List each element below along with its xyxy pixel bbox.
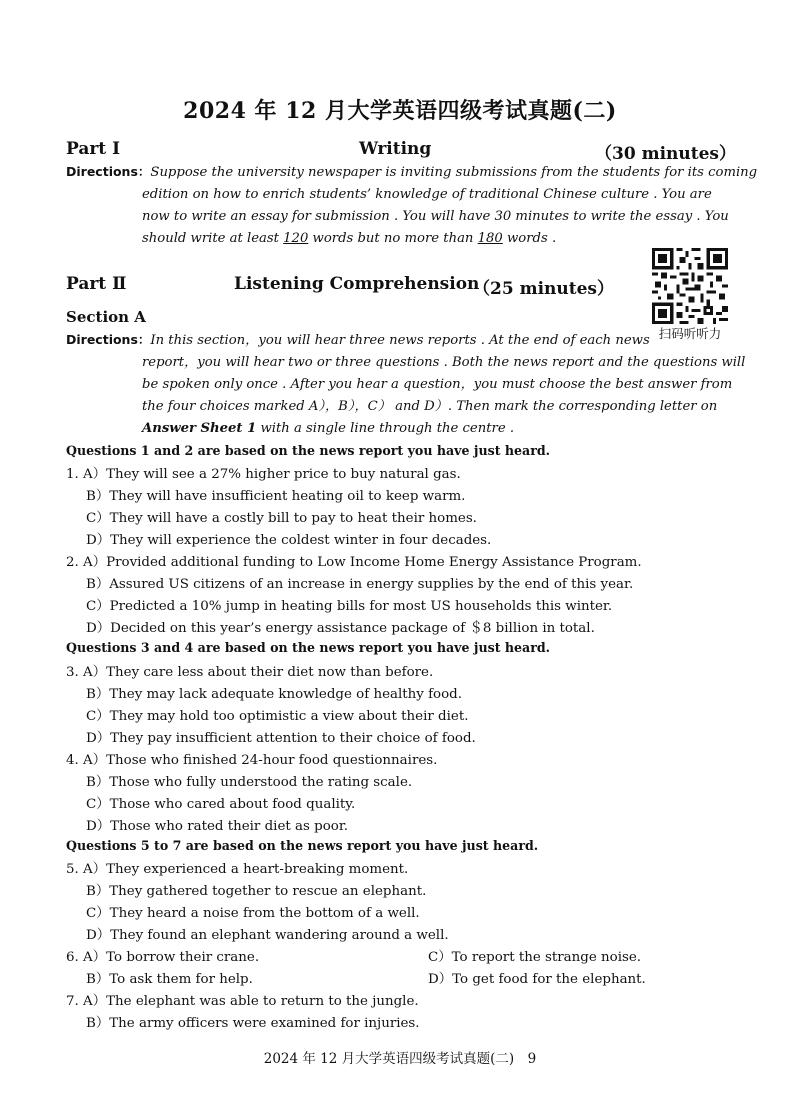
min-words: 120 bbox=[283, 231, 309, 246]
question-number: 3. bbox=[66, 665, 79, 680]
part-2-name: Listening Comprehension bbox=[234, 274, 480, 294]
question-3-option-a: 3. A）They care less about their diet now than before. bbox=[66, 665, 434, 680]
question-number: 4. bbox=[66, 753, 79, 768]
question-4-option-b: B）Those who fully understood the rating scale. bbox=[86, 775, 413, 790]
qr-code-icon[interactable] bbox=[652, 248, 728, 324]
directions-line: words but no more than bbox=[312, 231, 474, 246]
question-group-heading: Questions 1 and 2 are based on the news report you have just heard. bbox=[66, 443, 551, 458]
directions-line: In this section，you will hear three news reports . At the end of each news bbox=[150, 333, 650, 348]
directions-line: be spoken only once . After you hear a question，you must choose the best answer from bbox=[142, 377, 733, 392]
question-6-option-d: D）To get food for the elephant. bbox=[428, 972, 646, 987]
question-1-option-d: D）They will experience the coldest winter in four decades. bbox=[86, 533, 492, 548]
question-number: 1. bbox=[66, 467, 79, 482]
directions-line: Suppose the university newspaper is inviting submissions from the students for its coming bbox=[150, 165, 758, 180]
question-group-heading: Questions 5 to 7 are based on the news report you have just heard. bbox=[66, 838, 539, 853]
question-4-option-a: 4. A）Those who finished 24-hour food questionnaires. bbox=[66, 753, 438, 768]
part-1-time: （30 minutes） bbox=[595, 144, 736, 164]
question-3-option-c: C）They may hold too optimistic a view about their diet. bbox=[86, 709, 469, 724]
question-1-option-c: C）They will have a costly bill to pay to heat their homes. bbox=[86, 511, 477, 526]
part-2-label: Part Ⅱ bbox=[66, 274, 127, 294]
directions-line: words . bbox=[507, 231, 557, 246]
question-2-option-c: C）Predicted a 10% jump in heating bills for most US households this winter. bbox=[86, 599, 613, 614]
question-1-option-b: B）They will have insufficient heating oil to keep warm. bbox=[86, 489, 466, 504]
question-5-option-a: 5. A）They experienced a heart-breaking moment. bbox=[66, 862, 409, 877]
directions-line: with a single line through the centre . bbox=[260, 421, 515, 436]
section-a-heading: Section A bbox=[66, 308, 146, 326]
question-number: 2. bbox=[66, 555, 79, 570]
directions-line: report，you will hear two or three questions . Both the news report and the questions will bbox=[142, 355, 746, 370]
qr-caption: 扫码听听力 bbox=[658, 326, 722, 341]
question-6-option-b: B）To ask them for help. bbox=[86, 972, 253, 987]
part-2-time: （25 minutes） bbox=[473, 279, 614, 299]
part-1-label: Part Ⅰ bbox=[66, 139, 121, 159]
question-6-option-c: C）To report the strange noise. bbox=[428, 950, 642, 965]
directions-line: edition on how to enrich students’ knowledge of traditional Chinese culture . You are bbox=[142, 187, 712, 202]
question-2-option-b: B）Assured US citizens of an increase in energy supplies by the end of this year. bbox=[86, 577, 634, 592]
part-1-directions bbox=[66, 161, 758, 250]
question-6-option-a: 6. A）To borrow their crane. bbox=[66, 950, 260, 965]
answer-sheet-label: Answer Sheet 1 bbox=[142, 421, 257, 436]
question-5-option-d: D）They found an elephant wandering around a well. bbox=[86, 928, 449, 943]
question-2-option-d: D）Decided on this year’s energy assistance package of ＄8 billion in total. bbox=[86, 621, 595, 636]
directions-line: the four choices marked A），B），C） and D）. Then mark the corresponding letter on bbox=[142, 399, 718, 414]
question-number: 5. bbox=[66, 862, 79, 877]
question-4-option-c: C）Those who cared about food quality. bbox=[86, 797, 356, 812]
directions-line: now to write an essay for submission . You will have 30 minutes to write the essay . You bbox=[142, 209, 729, 224]
question-4-option-d: D）Those who rated their diet as poor. bbox=[86, 819, 348, 834]
question-number: 7. bbox=[66, 994, 79, 1009]
part-1-name: Writing bbox=[359, 139, 432, 159]
directions-line: should write at least bbox=[142, 231, 279, 246]
part-2-directions bbox=[66, 329, 746, 440]
question-number: 6. bbox=[66, 950, 79, 965]
question-3-option-d: D）They pay insufficient attention to their choice of food. bbox=[86, 731, 476, 746]
max-words: 180 bbox=[477, 231, 503, 246]
question-group-heading: Questions 3 and 4 are based on the news report you have just heard. bbox=[66, 640, 551, 655]
question-3-option-b: B）They may lack adequate knowledge of healthy food. bbox=[86, 687, 463, 702]
part-2-header bbox=[66, 274, 614, 300]
page-footer: 2024 年 12 月大学英语四级考试真题(二) 9 bbox=[263, 1051, 537, 1067]
question-5-option-b: B）They gathered together to rescue an elephant. bbox=[86, 884, 427, 899]
question-7-option-b: B）The army officers were examined for injuries. bbox=[86, 1016, 420, 1031]
question-2-option-a: 2. A）Provided additional funding to Low Income Home Energy Assistance Program. bbox=[66, 555, 642, 570]
page-title: 2024 年 12 月大学英语四级考试真题(二) bbox=[183, 98, 617, 124]
question-1-option-a: 1. A）They will see a 27% higher price to buy natural gas. bbox=[66, 467, 461, 482]
directions-label: Directions： bbox=[66, 332, 151, 347]
directions-label: Directions： bbox=[66, 164, 151, 179]
question-7-option-a: 7. A）The elephant was able to return to the jungle. bbox=[66, 994, 419, 1009]
question-5-option-c: C）They heard a noise from the bottom of a well. bbox=[86, 906, 420, 921]
